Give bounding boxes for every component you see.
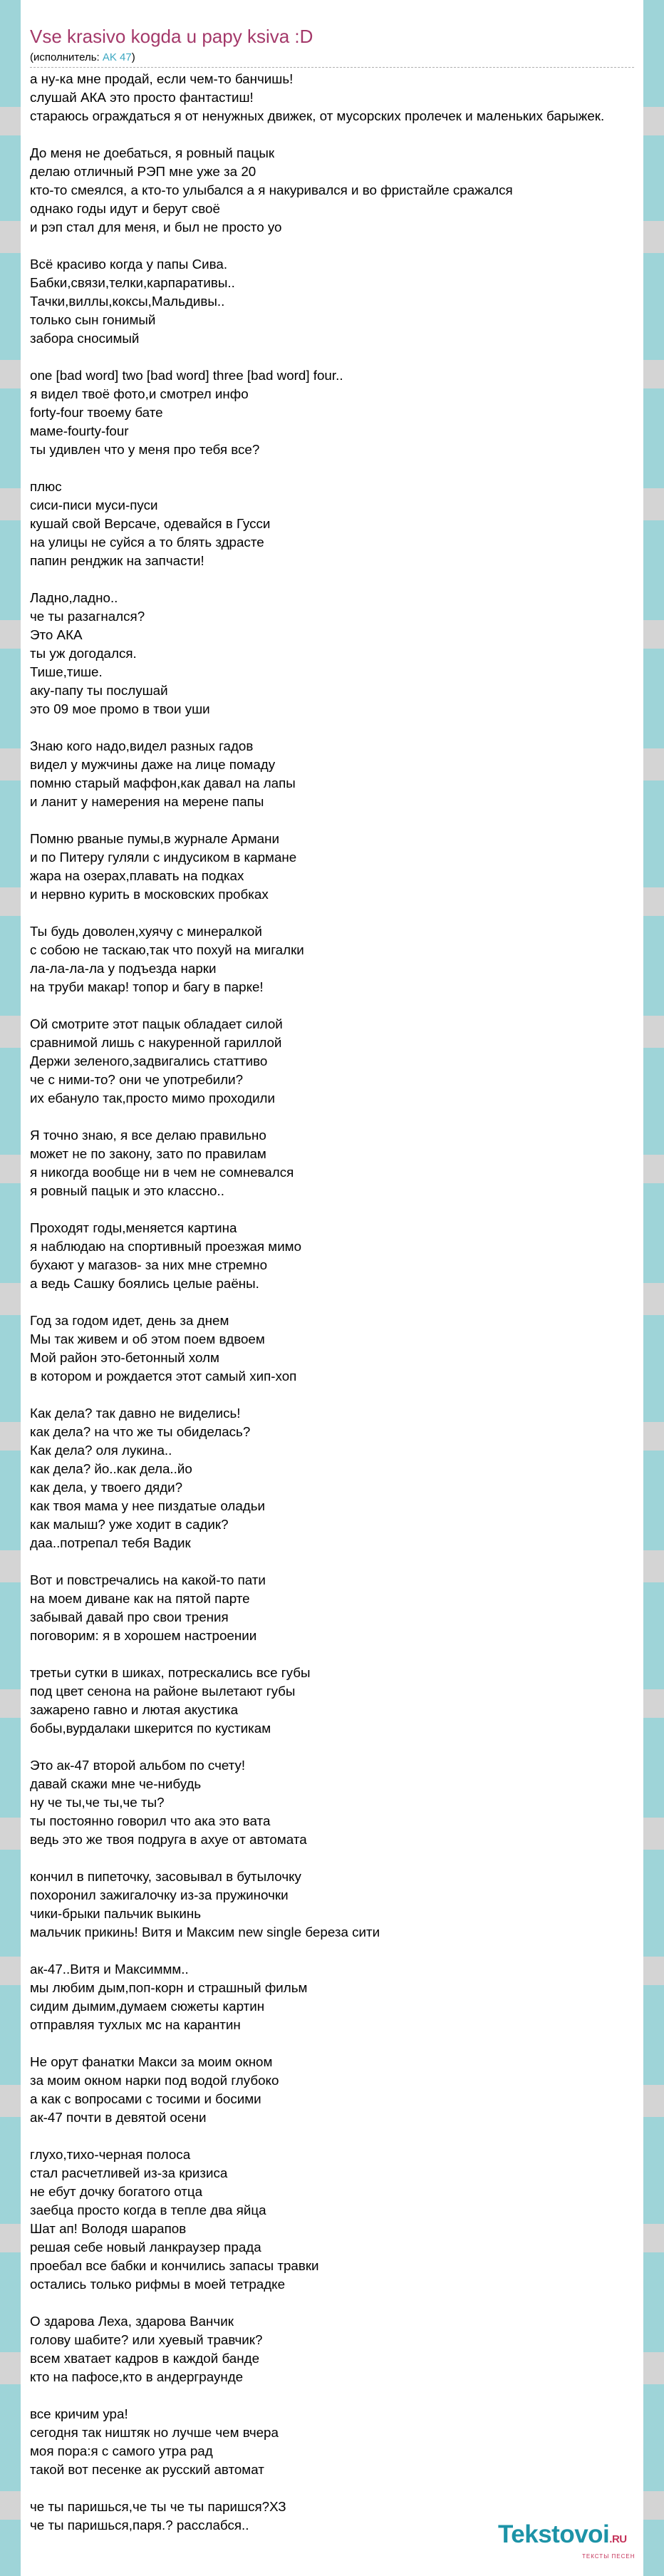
lyrics-line: Ой смотрите этот пацык обладает силой — [30, 1016, 283, 1031]
stripe-band — [0, 1283, 21, 1315]
lyrics-line: делаю отличный РЭП мне уже за 20 — [30, 164, 256, 179]
stripe-band — [0, 1689, 21, 1718]
stripe-band — [0, 2491, 21, 2520]
lyrics-line: ак-47..Витя и Максиммм.. — [30, 1962, 189, 1977]
stripe-band — [0, 520, 21, 627]
stripe-band — [0, 1957, 21, 1985]
logo-name: Tekstovoi — [498, 2520, 610, 2548]
stripe-band — [0, 2384, 21, 2491]
performer-suffix: ) — [131, 51, 135, 63]
lyrics-line: мальчик прикинь! Витя и Максим new single береза сити — [30, 1925, 380, 1939]
lyrics-line: плюс — [30, 479, 62, 494]
lyrics-line: кушай свой Версаче, одевайся в Гусси — [30, 516, 271, 531]
lyrics-line: и рэп стал для меня, и был не просто уо — [30, 220, 282, 235]
lyrics-line: их ебануло так,просто мимо проходили — [30, 1091, 276, 1106]
lyrics-line: кто-то смеялся, а кто-то улыбался а я накуривался и во фристайле сражался — [30, 182, 513, 197]
lyrics-line: ты уж догодался. — [30, 646, 137, 661]
lyrics-line: как твоя мама у нее пиздатые оладьи — [30, 1498, 266, 1513]
stripe-band — [0, 2224, 21, 2252]
lyrics-line: всем хватает кадров в каждой банде — [30, 2351, 260, 2366]
lyrics-line: че ты паришься,паря.? расслабся.. — [30, 2518, 249, 2533]
stripe-band — [0, 1016, 21, 1048]
lyrics-line: бухают у магазов- за них мне стремно — [30, 1257, 268, 1272]
left-decorative-stripes — [0, 0, 21, 2576]
lyrics-line: мы любим дым,поп-корн и страшный фильм — [30, 1980, 308, 1995]
lyrics-blank-line — [30, 348, 664, 366]
lyrics-blank-line — [30, 811, 664, 830]
lyrics-line: остались только рифмы в моей тетрадке — [30, 2277, 286, 2292]
lyrics-line: как дела, у твоего дяди? — [30, 1480, 183, 1495]
lyrics-line: маме-fourty-four — [30, 423, 129, 438]
lyrics-blank-line — [30, 1552, 664, 1571]
lyrics-line: Год за годом идет, день за днем — [30, 1313, 229, 1328]
lyrics-line: Тачки,виллы,коксы,Мальдивы.. — [30, 294, 225, 309]
lyrics-line: Мой район это-бетонный холм — [30, 1350, 219, 1365]
stripe-band — [0, 1718, 21, 1818]
lyrics-line: чики-брыки пальчик выкинь — [30, 1906, 202, 1921]
lyrics-line: слушай АКА это просто фантастиш! — [30, 90, 254, 105]
lyrics-line: Бабки,связи,телки,карпаративы.. — [30, 275, 235, 290]
stripe-band — [0, 1315, 21, 1422]
lyrics-blank-line — [30, 2386, 664, 2405]
lyrics-line: Помню рваные пумы,в журнале Армани — [30, 831, 279, 846]
lyrics-line: че ты паришься,че ты че ты паришся?ХЗ — [30, 2499, 286, 2514]
lyrics-line: а ведь Сашку боялись целые раёны. — [30, 1276, 259, 1291]
lyrics-blank-line — [30, 1200, 664, 1219]
lyrics-line: забора сносимый — [30, 331, 140, 346]
lyrics-line: все кричим ура! — [30, 2406, 128, 2421]
logo-tagline: ТЕКСТЫ ПЕСЕН — [582, 2553, 636, 2560]
lyrics-line: отправляя тухлых мс на карантин — [30, 2017, 241, 2032]
lyrics-blank-line — [30, 1738, 664, 1756]
stripe-band — [0, 1550, 21, 1582]
stripe-band — [0, 107, 21, 135]
lyrics-line: Всё красиво когда у папы Сива. — [30, 257, 228, 272]
lyrics-blank-line — [30, 1645, 664, 1664]
lyrics-line: как дела? на что же ты обиделась? — [30, 1424, 251, 1439]
lyrics-blank-line — [30, 2294, 664, 2312]
lyrics-line: глухо,тихо-черная полоса — [30, 2147, 191, 2162]
lyrics-line: аку-папу ты послушай — [30, 683, 168, 698]
lyrics-line: только сын гонимый — [30, 312, 156, 327]
stripe-band — [0, 2520, 21, 2576]
stripe-band — [0, 135, 21, 221]
lyrics-line: видел у мужчины даже на лице помаду — [30, 757, 276, 772]
stripe-band — [0, 2352, 21, 2384]
lyrics-blank-line — [30, 1293, 664, 1312]
lyrics-line: помню старый маффон,как давал на лапы — [30, 776, 296, 790]
lyrics-line: как дела? йо..как дела..йо — [30, 1461, 192, 1476]
lyrics-line: а ну-ка мне продай, если чем-то банчишь! — [30, 71, 294, 86]
lyrics-line: кончил в пипеточку, засовывал в бутылочку — [30, 1869, 301, 1884]
lyrics-line: ведь это же твоя подруга в ахуе от автомата — [30, 1832, 307, 1847]
lyrics-line: Это АКА — [30, 627, 83, 642]
lyrics-line: ак-47 почти в девятой осени — [30, 2110, 207, 2125]
stripe-band — [0, 649, 21, 748]
lyrics-line: на труби макар! топор и багу в парке! — [30, 979, 264, 994]
stripe-band — [0, 1183, 21, 1283]
lyrics-line: решая себе новый ланкраузер прада — [30, 2240, 261, 2255]
lyrics-line: может не по закону, зато по правилам — [30, 1146, 266, 1161]
lyrics-blank-line — [30, 996, 664, 1015]
lyrics-line: Тише,тише. — [30, 664, 103, 679]
lyrics-blank-line — [30, 237, 664, 255]
lyrics-line: давай скажи мне че-нибудь — [30, 1776, 202, 1791]
lyrics-line: сравнимой лишь с накуренной гариллой — [30, 1035, 282, 1050]
lyrics-blank-line — [30, 2479, 664, 2498]
lyrics-line: стал расчетливей из-за кризиса — [30, 2165, 228, 2180]
stripe-band — [0, 2252, 21, 2352]
stripe-band — [0, 1818, 21, 1850]
stripe-band — [0, 1048, 21, 1155]
stripe-band — [0, 1155, 21, 1183]
lyrics-line: поговорим: я в хорошем настроении — [30, 1628, 257, 1643]
performer-link[interactable]: AK 47 — [102, 51, 132, 63]
lyrics-line: зажарено гавно и лютая акустика — [30, 1702, 239, 1717]
lyrics-line: с собою не таскаю,так что похуй на мигалки — [30, 942, 304, 957]
lyrics-line: сиси-писи муси-пуси — [30, 498, 158, 512]
lyrics-line: а как с вопросами с тосими и босими — [30, 2091, 261, 2106]
lyrics-line: ла-ла-ла-ла у подъезда нарки — [30, 961, 217, 976]
stripe-band — [0, 780, 21, 887]
lyrics-line: Вот и повстречались на какой-то пати — [30, 1572, 266, 1587]
stripe-band — [0, 1850, 21, 1957]
lyrics-blank-line — [30, 718, 664, 737]
lyrics-line: стараюсь ограждаться я от ненужных движек, от мусорских пролечек и маленьких барыжек. — [30, 108, 605, 123]
lyrics-line: жара на озерах,плавать на подках — [30, 868, 244, 883]
stripe-band — [0, 1985, 21, 2085]
performer-line — [30, 51, 135, 63]
lyrics-line: даа..потрепал тебя Вадик — [30, 1535, 191, 1550]
song-title: Vse krasivo kogda u papy ksiva :D — [30, 26, 313, 47]
logo-wordmark — [498, 2520, 627, 2549]
lyrics-line: О здарова Леха, здарова Ванчик — [30, 2314, 234, 2329]
lyrics-text — [30, 70, 664, 2535]
lyrics-line: че ты разагнался? — [30, 609, 145, 624]
lyrics-line: кто на пафосе,кто в андерграунде — [30, 2369, 244, 2384]
lyrics-line: ты удивлен что у меня про тебя все? — [30, 442, 260, 457]
lyrics-line: я ровный пацык и это классно.. — [30, 1183, 224, 1198]
lyrics-line: и ланит у намерения на мерене папы — [30, 794, 264, 809]
lyrics-line: forty-four твоему бате — [30, 405, 163, 420]
lyrics-line: третьи сутки в шиках, потрескались все губы — [30, 1665, 311, 1680]
stripe-band — [0, 253, 21, 360]
lyrics-blank-line — [30, 570, 664, 589]
lyrics-blank-line — [30, 1849, 664, 1867]
lyrics-line: на улицы не суйся а то блять здрасте — [30, 535, 264, 550]
lyrics-line: сегодня так ништяк но лучше чем вчера — [30, 2425, 279, 2440]
header-divider — [30, 67, 634, 68]
stripe-band — [0, 0, 21, 107]
stripe-band — [0, 221, 21, 253]
lyrics-line: До меня не доебаться, я ровный пацык — [30, 145, 275, 160]
lyrics-line: похоронил зажигалочку из-за пружиночки — [30, 1887, 289, 1902]
lyrics-line: че с ними-то? они че употребили? — [30, 1072, 244, 1087]
site-logo[interactable] — [498, 2516, 662, 2566]
lyrics-blank-line — [30, 125, 664, 144]
lyrics-line: не ебут дочку богатого отца — [30, 2184, 203, 2199]
lyrics-blank-line — [30, 904, 664, 922]
stripe-band — [0, 360, 21, 388]
stripe-band — [0, 748, 21, 780]
lyrics-line: Держи зеленого,задвигались статтиво — [30, 1053, 268, 1068]
lyrics-line: Ты будь доволен,хуячу с минералкой — [30, 924, 262, 939]
stripe-band — [0, 1582, 21, 1689]
lyrics-line: сидим дымим,думаем сюжеты картин — [30, 1999, 265, 2014]
lyrics-blank-line — [30, 2127, 664, 2145]
lyrics-line: ну че ты,че ты,че ты? — [30, 1795, 165, 1810]
lyrics-line: и по Питеру гуляли с индусиком в кармане — [30, 850, 297, 865]
lyrics-blank-line — [30, 1108, 664, 1126]
lyrics-blank-line — [30, 459, 664, 478]
lyrics-line: ты постоянно говорил что ака это вата — [30, 1813, 271, 1828]
logo-suffix: .RU — [609, 2533, 627, 2545]
stripe-band — [0, 887, 21, 916]
performer-prefix: (исполнитель: — [30, 51, 103, 63]
lyrics-line: Не орут фанатки Макси за моим окном — [30, 2054, 273, 2069]
lyrics-line: я никогда вообще ни в чем не сомневался — [30, 1165, 294, 1180]
lyrics-line: однако годы идут и берут своё — [30, 201, 220, 216]
lyrics-line: заебца просто когда в тепле два яйца — [30, 2203, 266, 2217]
lyrics-line: Ладно,ладно.. — [30, 590, 118, 605]
stripe-band — [0, 1451, 21, 1550]
lyrics-blank-line — [30, 1942, 664, 1960]
lyrics-line: Как дела? оля лукина.. — [30, 1443, 172, 1458]
lyrics-line: папин ренджик на запчасти! — [30, 553, 204, 568]
lyrics-line: one [bad word] two [bad word] three [bad word] four.. — [30, 368, 343, 383]
lyrics-blank-line — [30, 1386, 664, 1404]
stripe-band — [0, 2085, 21, 2117]
stripe-band — [0, 488, 21, 520]
lyrics-line: Как дела? так давно не виделись! — [30, 1406, 241, 1421]
stripe-band — [0, 620, 21, 649]
lyrics-line: Проходят годы,меняется картина — [30, 1220, 237, 1235]
lyrics-line: под цвет сенона на районе вылетают губы — [30, 1684, 296, 1699]
lyrics-line: и нервно курить в московских пробках — [30, 887, 269, 902]
lyrics-line: Шат ап! Володя шарапов — [30, 2221, 187, 2236]
lyrics-line: я наблюдаю на спортивный проезжая мимо — [30, 1239, 302, 1254]
lyrics-line: Мы так живем и об этом поем вдвоем — [30, 1331, 265, 1346]
lyrics-line: голову шабите? или хуевый травчик? — [30, 2332, 263, 2347]
lyrics-line: Я точно знаю, я все делаю правильно — [30, 1128, 266, 1143]
lyrics-line: моя пора:я с самого утра рад — [30, 2443, 213, 2458]
stripe-band — [0, 1422, 21, 1451]
lyrics-line: Знаю кого надо,видел разных гадов — [30, 738, 254, 753]
lyrics-line: бобы,вурдалаки шкерится по кустикам — [30, 1721, 271, 1736]
lyrics-blank-line — [30, 2034, 664, 2053]
stripe-band — [0, 916, 21, 1016]
lyrics-line: такой вот песенке ак русский автомат — [30, 2462, 264, 2477]
lyrics-line: за моим окном нарки под водой глубоко — [30, 2073, 279, 2088]
lyrics-line: в котором и рождается этот самый хип-хоп — [30, 1369, 297, 1384]
stripe-band — [0, 388, 21, 488]
lyrics-line: я видел твоё фото,и смотрел инфо — [30, 386, 249, 401]
lyrics-card — [21, 0, 643, 2576]
lyrics-line: Это ак-47 второй альбом по счету! — [30, 1758, 246, 1773]
lyrics-line: как малыш? уже ходит в садик? — [30, 1517, 229, 1532]
lyrics-line: это 09 мое промо в твои уши — [30, 701, 210, 716]
stripe-band — [0, 2117, 21, 2224]
lyrics-line: проебал все бабки и кончились запасы травки — [30, 2258, 319, 2273]
lyrics-line: забывай давай про свои трения — [30, 1609, 229, 1624]
lyrics-line: на моем диване как на пятой парте — [30, 1591, 250, 1606]
